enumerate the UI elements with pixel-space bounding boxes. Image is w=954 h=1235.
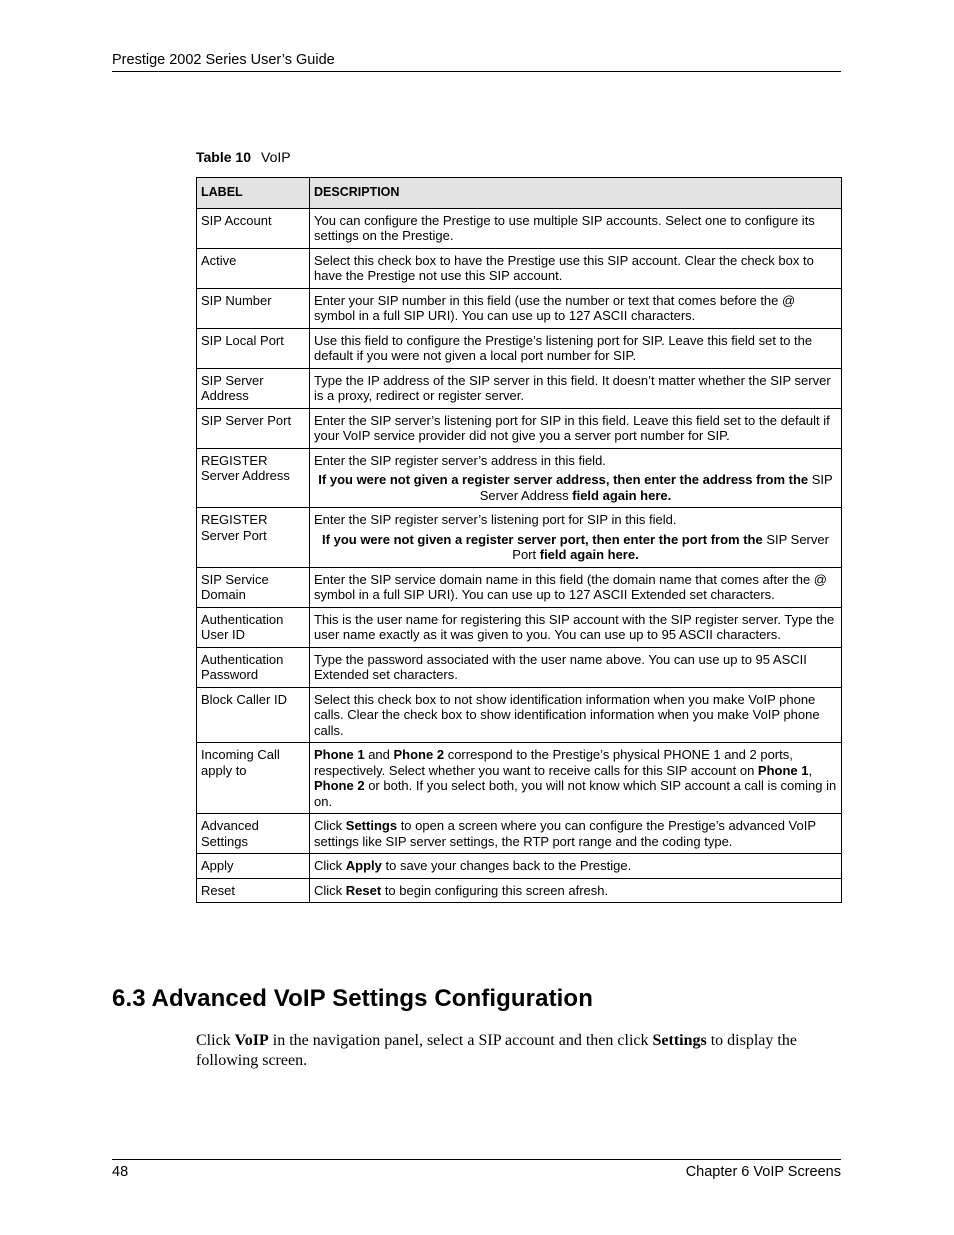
row-description: [310, 854, 842, 879]
table-row: [197, 814, 842, 854]
table-row: [197, 878, 842, 903]
phone-1-term: Phone 1: [314, 747, 365, 762]
running-header: [112, 52, 841, 72]
desc-text: ,: [808, 762, 813, 778]
row-label: Active: [197, 248, 310, 288]
row-description: This is the user name for registering this SIP account with the SIP register server. Type the user name exactly as it was given to you. You can use up to 95 ASCII characters.: [310, 607, 842, 647]
row-label: Authentication User ID: [197, 607, 310, 647]
row-description: Type the IP address of the SIP server in this field. It doesn’t matter whether the SIP server is a proxy, redirect or register server.: [310, 368, 842, 408]
section-paragraph: [196, 1031, 841, 1071]
table-row: [197, 743, 842, 814]
table-row: [197, 208, 842, 248]
chapter-title: Chapter 6 VoIP Screens: [685, 1164, 841, 1180]
row-description: [310, 743, 842, 814]
settings-term: Settings: [652, 1032, 707, 1049]
table-number: Table 10: [196, 149, 251, 165]
row-description: Enter the SIP server’s listening port for SIP in this field. Leave this field set to the default if your VoIP service provider did not give you a server port number for SIP.: [310, 408, 842, 448]
row-label: Apply: [197, 854, 310, 879]
table-row: [197, 288, 842, 328]
table-row: [197, 448, 842, 508]
para-text: Click: [196, 1032, 235, 1049]
row-description: [310, 814, 842, 854]
desc-text: Click: [314, 858, 346, 873]
row-label: SIP Number: [197, 288, 310, 328]
row-description: [310, 448, 842, 508]
note-text: field again here.: [536, 547, 639, 562]
table-title: VoIP: [261, 149, 291, 165]
row-description: Type the password associated with the user name above. You can use up to 95 ASCII Extended set characters.: [310, 647, 842, 687]
row-label: SIP Account: [197, 208, 310, 248]
note-text: field again here.: [568, 487, 672, 503]
button-term: Apply: [345, 858, 382, 873]
col-description-header: DESCRIPTION: [310, 178, 842, 209]
desc-text: Click: [314, 882, 346, 898]
row-label: SIP Local Port: [197, 328, 310, 368]
row-description: Enter your SIP number in this field (use the number or text that comes before the @ symbol in a full SIP URI). You can use up to 127 ASCII characters.: [310, 288, 842, 328]
desc-text: to open a screen where you can configure the Prestige’s advanced VoIP settings like SIP server settings, the RTP port range and the coding type.: [314, 818, 816, 849]
note-field-name: SIP Server Port: [512, 531, 829, 562]
row-description: Select this check box to have the Prestige use this SIP account. Clear the check box to have the Prestige not use this SIP account.: [310, 248, 842, 288]
row-description: [310, 878, 842, 903]
table-row: [197, 607, 842, 647]
voip-table: [196, 177, 842, 903]
row-description: [310, 508, 842, 568]
desc-text: to begin configuring this screen afresh.: [381, 882, 609, 898]
row-description: Select this check box to not show identification information when you make VoIP phone calls. Clear the check box to show identification information when you make VoIP phone calls.: [310, 687, 842, 743]
table-row: [197, 508, 842, 568]
table-row: [197, 854, 842, 879]
row-label: Incoming Call apply to: [197, 743, 310, 814]
page-number: 48: [112, 1164, 129, 1180]
table-caption: [196, 149, 291, 165]
table-row: [197, 248, 842, 288]
row-label: REGISTER Server Address: [197, 448, 310, 508]
phone-2-term: Phone 2: [393, 747, 445, 762]
note-field-name: SIP Server Address: [479, 472, 833, 503]
row-description: You can configure the Prestige to use multiple SIP accounts. Select one to configure its settings on the Prestige.: [310, 208, 842, 248]
row-label: Authentication Password: [197, 647, 310, 687]
table-row: [197, 687, 842, 743]
table-row: [197, 328, 842, 368]
section-heading: 6.3 Advanced VoIP Settings Configuration: [112, 985, 593, 1012]
para-text: in the navigation panel, select a SIP account and then click: [268, 1032, 653, 1049]
row-label: SIP Server Address: [197, 368, 310, 408]
desc-text: correspond to the Prestige’s physical PHONE 1 and 2 ports, respectively. Select whether you want to receive calls for this SIP account on: [314, 747, 793, 778]
row-description: Use this field to configure the Prestige’s listening port for SIP. Leave this field set to the default if you were not given a local port number for SIP.: [310, 328, 842, 368]
row-label: Advanced Settings: [197, 814, 310, 854]
button-term: Reset: [345, 882, 382, 898]
row-note: [314, 532, 837, 563]
desc-text: Click: [314, 818, 346, 833]
desc-text: to save your changes back to the Prestige.: [381, 858, 632, 873]
col-label-header: LABEL: [197, 178, 310, 209]
running-footer: [112, 1159, 841, 1180]
table-row: [197, 368, 842, 408]
table-header-row: [197, 178, 842, 209]
phone-2-term: Phone 2: [314, 778, 365, 793]
para-text: to display the following screen.: [196, 1032, 797, 1069]
button-term: Settings: [345, 818, 398, 833]
row-description: Enter the SIP service domain name in this field (the domain name that comes after the @ symbol in a full SIP URI). You can use up to 127 ASCII Extended set characters.: [310, 567, 842, 607]
guide-title: Prestige 2002 Series User’s Guide: [112, 52, 335, 68]
row-label: SIP Server Port: [197, 408, 310, 448]
note-text: If you were not given a register server port, then enter the port from the: [322, 531, 767, 547]
desc-text: or both. If you select both, you will not know which SIP account a call is coming in on.: [314, 778, 837, 809]
desc-text: and: [364, 747, 394, 762]
note-text: If you were not given a register server address, then enter the address from the: [318, 472, 812, 487]
table-row: [197, 408, 842, 448]
row-label: REGISTER Server Port: [197, 508, 310, 568]
row-label: SIP Service Domain: [197, 567, 310, 607]
row-description-text: Enter the SIP register server’s address in this field.: [314, 452, 606, 468]
row-label: Block Caller ID: [197, 687, 310, 743]
phone-1-term: Phone 1: [757, 762, 809, 778]
table-row: [197, 567, 842, 607]
voip-term: VoIP: [234, 1032, 269, 1049]
table-row: [197, 647, 842, 687]
row-description-text: Enter the SIP register server’s listening port for SIP in this field.: [314, 512, 677, 527]
row-note: [314, 472, 837, 503]
row-label: Reset: [197, 878, 310, 903]
